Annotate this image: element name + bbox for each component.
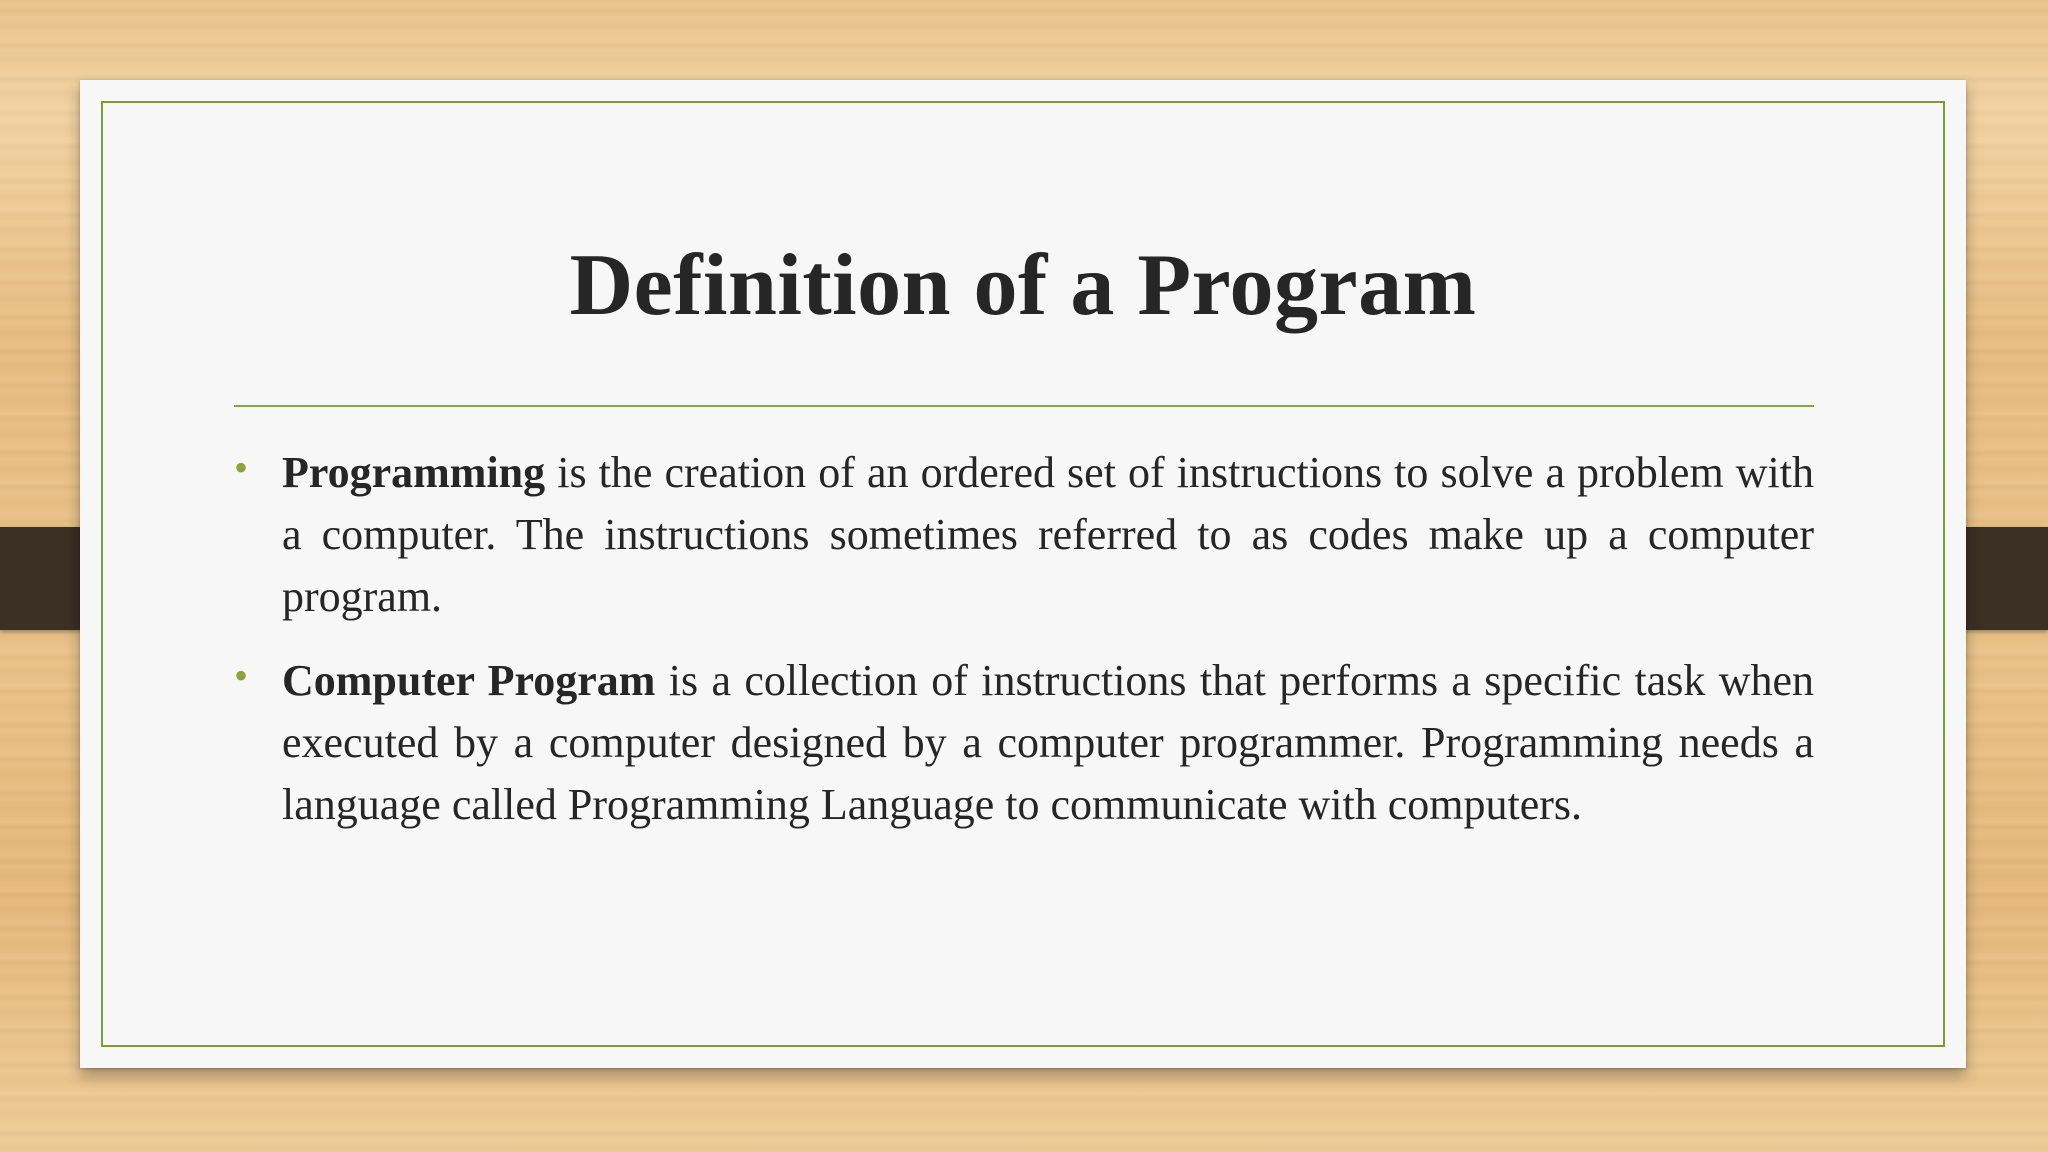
bullet-item-computer-program — [234, 650, 1814, 836]
bullet-list — [234, 442, 1814, 858]
bullet-icon: • — [234, 653, 249, 698]
slide-card — [80, 80, 1966, 1068]
bullet-icon: • — [234, 445, 249, 490]
bullet-text: is a collection of instructions that performs a specific task when executed by a computer designed by a computer programmer. Programming needs a language called Programming Language to communicate with computers. — [282, 656, 1814, 829]
bullet-text: is the creation of an ordered set of instructions to solve a problem with a computer. The instructions sometimes referred to as codes make up a computer program. — [282, 448, 1814, 621]
bullet-term: Computer Program — [282, 656, 656, 705]
bullet-item-programming — [234, 442, 1814, 628]
title-divider — [234, 405, 1814, 407]
bullet-term: Programming — [282, 448, 546, 497]
slide-title: Definition of a Program — [569, 237, 1477, 334]
